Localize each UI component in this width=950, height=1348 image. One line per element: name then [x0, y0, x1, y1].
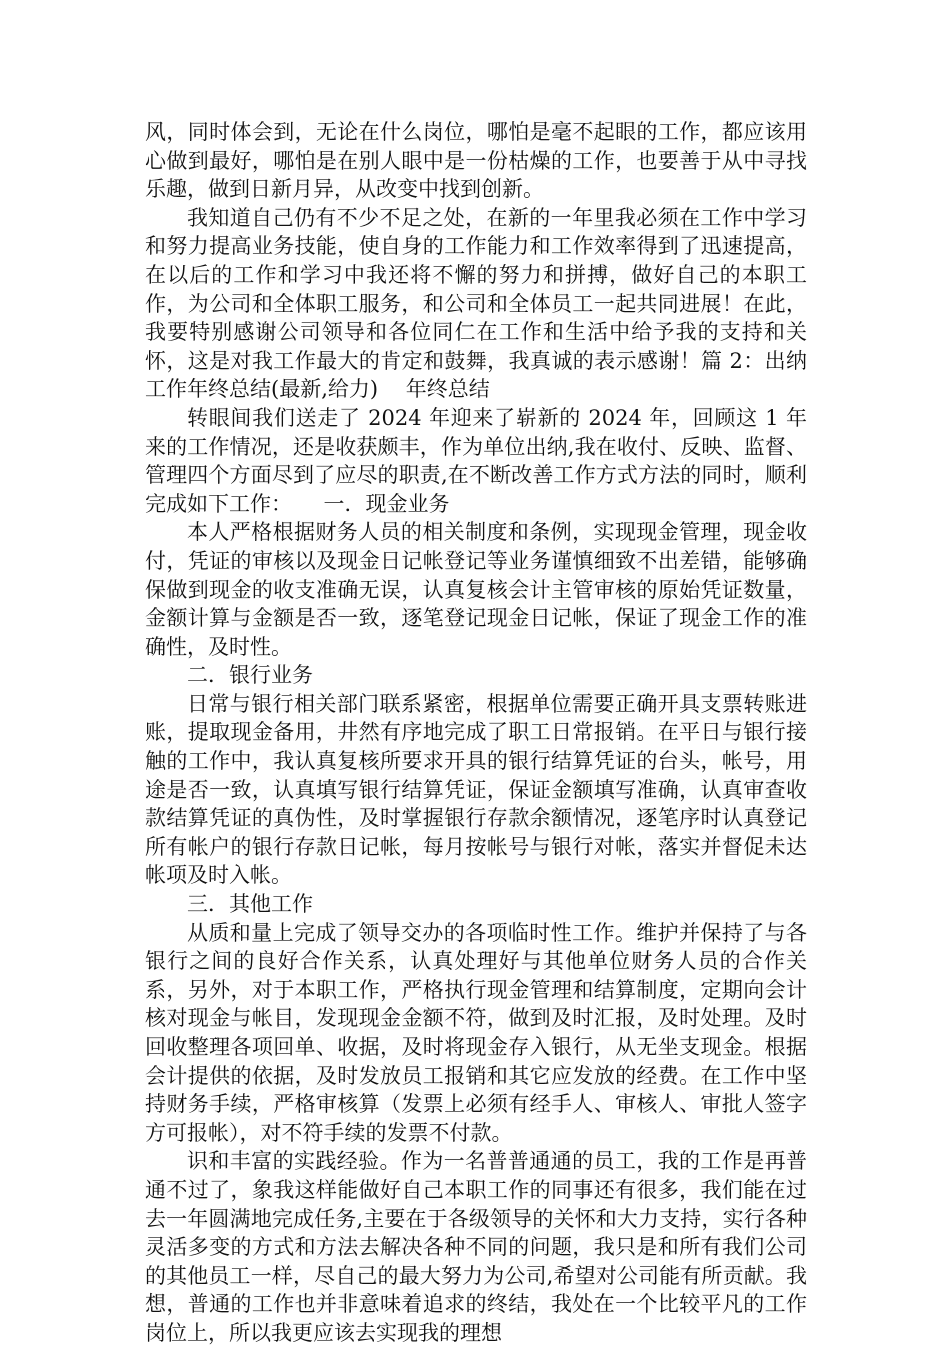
paragraph-bank-business: 日常与银行相关部门联系紧密，根据单位需要正确开具支票转账进账，提取现金备用，井然有序地完成了职工日常报销。在平日与银行接触的工作中，我认真复核所要求开具的银行结算凭证的台头，帐号，用途是否一致，认真填写银行结算凭证，保证金额填写准确，认真审查收款结算凭证的真伪性，及时掌握银行存款余额情况，逐笔序时认真登记所有帐户的银行存款日记帐，每月按帐号与银行对帐，落实并督促未达帐项及时入帐。 — [145, 691, 807, 888]
paragraph-experience: 识和丰富的实践经验。作为一名普普通通的员工，我的工作是再普通不过了，象我这样能做好自己本职工作的同事还有很多，我们能在过去一年圆满地完成任务,主要在于各级领导的关怀和大力支持，实行各种灵活多变的方式和方法去解决各种不同的问题，我只是和所有我们公司的其他员工一样，尽自己的最大努力为公司,希望对公司能有所贡献。我想，普通的工作也并非意味着追求的终结，我处在一个比较平凡的工作岗位上，所以我更应该去实现我的理想 — [145, 1149, 807, 1345]
paragraph-self-improvement: 我知道自己仍有不少不足之处，在新的一年里我必须在工作中学习和努力提高业务技能，使自身的工作能力和工作效率得到了迅速提高，在以后的工作和学习中我还将不懈的努力和拼搏，做好自己的本职工作，为公司和全体职工服务，和公司和全体员工一起共同进展！在此，我要特别感谢公司领导和各位同仁在工作和生活中给予我的支持和关怀，这是对我工作最大的肯定和鼓舞，我真诚的表示感谢！篇 2：出纳工作年终总结(最新,给力) 年终总结 — [145, 205, 807, 402]
paragraph-other-work: 从质和量上完成了领导交办的各项临时性工作。维护并保持了与各银行之间的良好合作关系，认真处理好与其他单位财务人员的合作关系，另外，对于本职工作，严格执行现金管理和结算制度，定期向会计核对现金与帐目，发现现金金额不符，做到及时汇报，及时处理。及时回收整理各项回单、收据，及时将现金存入银行，从无坐支现金。根据会计提供的依据，及时发放员工报销和其它应发放的经费。在工作中坚持财务手续，严格审核算（发票上必须有经手人、审核人、审批人签字方可报帐），对不符手续的发票不付款。 — [145, 920, 807, 1145]
document-page — [145, 118, 807, 1348]
section-heading-bank: 二．银行业务 — [187, 663, 313, 688]
paragraph-year-review: 转眼间我们送走了 2024 年迎来了崭新的 2024 年，回顾这 1 年来的工作情况，还是收获颇丰，作为单位出纳,我在收付、反映、监督、管理四个方面尽到了应尽的职责,在不断改善工作方式方法的同时，顺利完成如下工作： 一．现金业务 — [145, 405, 807, 516]
paragraph-cash-business: 本人严格根据财务人员的相关制度和条例，实现现金管理，现金收付，凭证的审核以及现金日记帐登记等业务谨慎细致不出差错，能够确保做到现金的收支准确无误，认真复核会计主管审核的原始凭证数量，金额计算与金额是否一致，逐笔登记现金日记帐，保证了现金工作的准确性，及时性。 — [145, 520, 807, 659]
section-heading-other: 三．其他工作 — [187, 892, 313, 917]
paragraph-continuation: 风，同时体会到，无论在什么岗位，哪怕是毫不起眼的工作，都应该用心做到最好，哪怕是在别人眼中是一份枯燥的工作，也要善于从中寻找乐趣，做到日新月异，从改变中找到创新。 — [145, 120, 807, 202]
